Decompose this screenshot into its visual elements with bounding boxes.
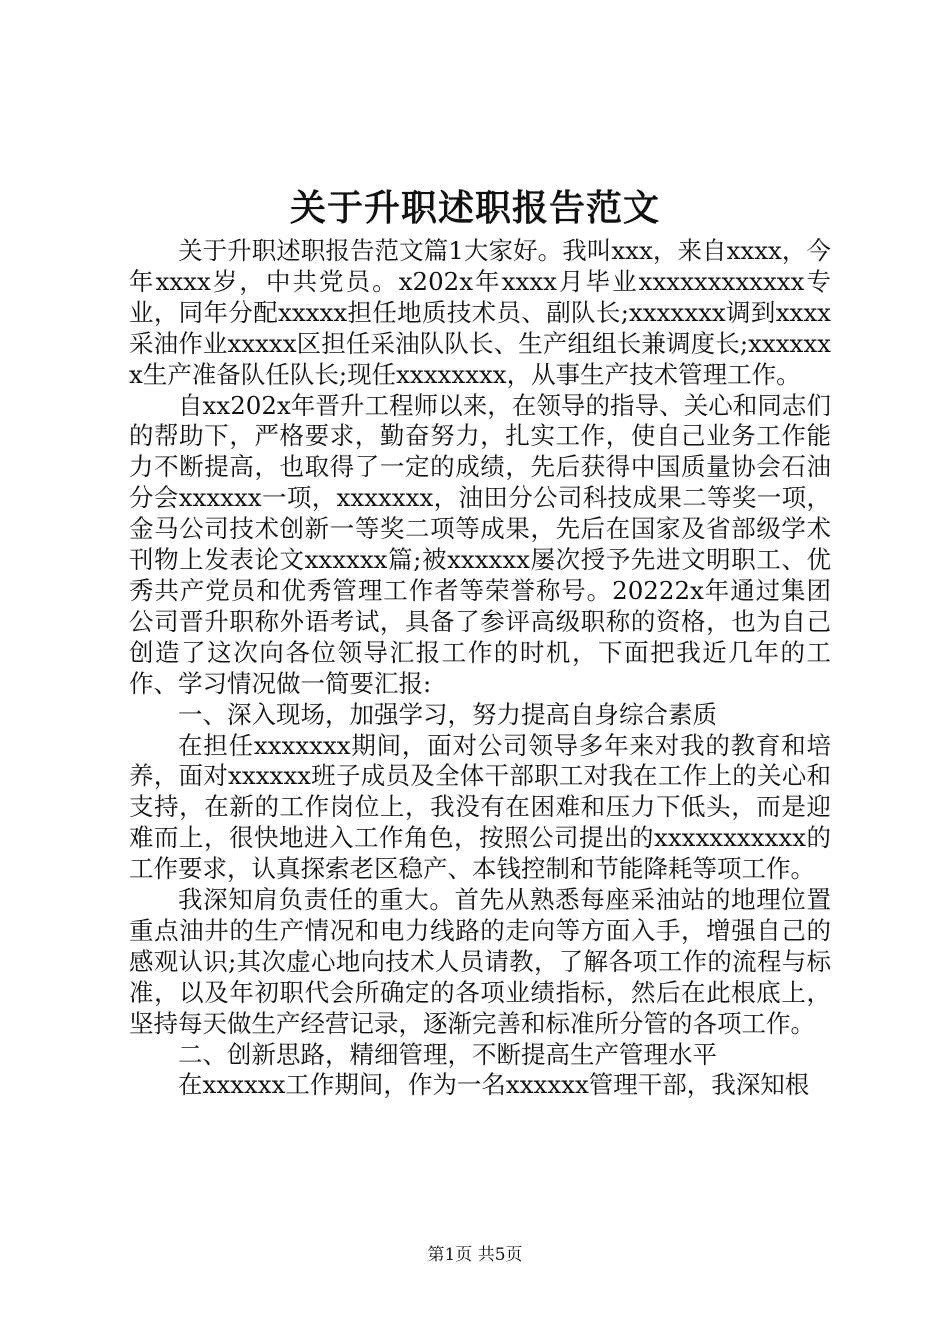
page-title: 关于升职述职报告范文 — [289, 187, 660, 229]
paragraph-achievements: 自xx202x年晋升工程师以来，在领导的指导、关心和同志们的帮助下，严格要求，勤奋努力，扎实工作，使自己业务工作能力不断提高，也取得了一定的成绩，先后获得中国质量协会石油分会xxxxxx一项，xxxxxxx，油田分公司科技成果二等奖一项，金马公司技术创新一等奖二项等成果，先后在国家及省部级学术刊物上发表论文xxxxxx篇;被xxxxxx屡次授予先进文明职工、优秀共产党员和优秀管理工作者等荣誉称号。20222x年通过集团公司晋升职称外语考试，具备了参评高级职称的资格，也为自己创造了这次向各位领导汇报工作的时机，下面把我近几年的工作、学习情况做一简要汇报: — [129, 390, 831, 698]
section-heading-2: 二、创新思路，精细管理，不断提高生产管理水平 — [178, 1039, 717, 1069]
paragraph-management: 在xxxxxx工作期间，作为一名xxxxxx管理干部，我深知根 — [178, 1070, 810, 1100]
document-body — [129, 236, 831, 1101]
paragraph-intro: 关于升职述职报告范文篇1大家好。我叫xxx，来自xxxx，今年xxxx岁，中共党员。x202x年xxxx月毕业xxxxxxxxxxxx专业，同年分配xxxxx担任地质技术员、副队长;xxxxxxx调到xxxx采油作业xxxxx区担任采油队队长、生产组组长兼调度长;xxxxxxx生产准备队任队长;现任xxxxxxxx，从事生产技术管理工作。 — [129, 236, 831, 389]
paragraph-responsibility: 我深知肩负责任的重大。首先从熟悉每座采油站的地理位置重点油井的生产情况和电力线路的走向等方面入手，增强自己的感观认识;其次虚心地向技术人员请教，了解各项工作的流程与标准，以及年初职代会所确定的各项业绩指标，然后在此根底上，坚持每天做生产经营记录，逐渐完善和标准所分管的各项工作。 — [129, 885, 831, 1038]
page-number-footer: 第1页 共5页 — [427, 1245, 523, 1265]
paragraph-position: 在担任xxxxxxx期间，面对公司领导多年来对我的教育和培养，面对xxxxxx班子成员及全体干部职工对我在工作上的关心和支持，在新的工作岗位上，我没有在困难和压力下低头，而是迎难而上，很快地进入工作角色，按照公司提出的xxxxxxxxxxx的工作要求，认真探索老区稳产、本钱控制和节能降耗等项工作。 — [129, 730, 831, 884]
section-heading-1: 一、深入现场，加强学习，努力提高自身综合素质 — [178, 699, 717, 729]
